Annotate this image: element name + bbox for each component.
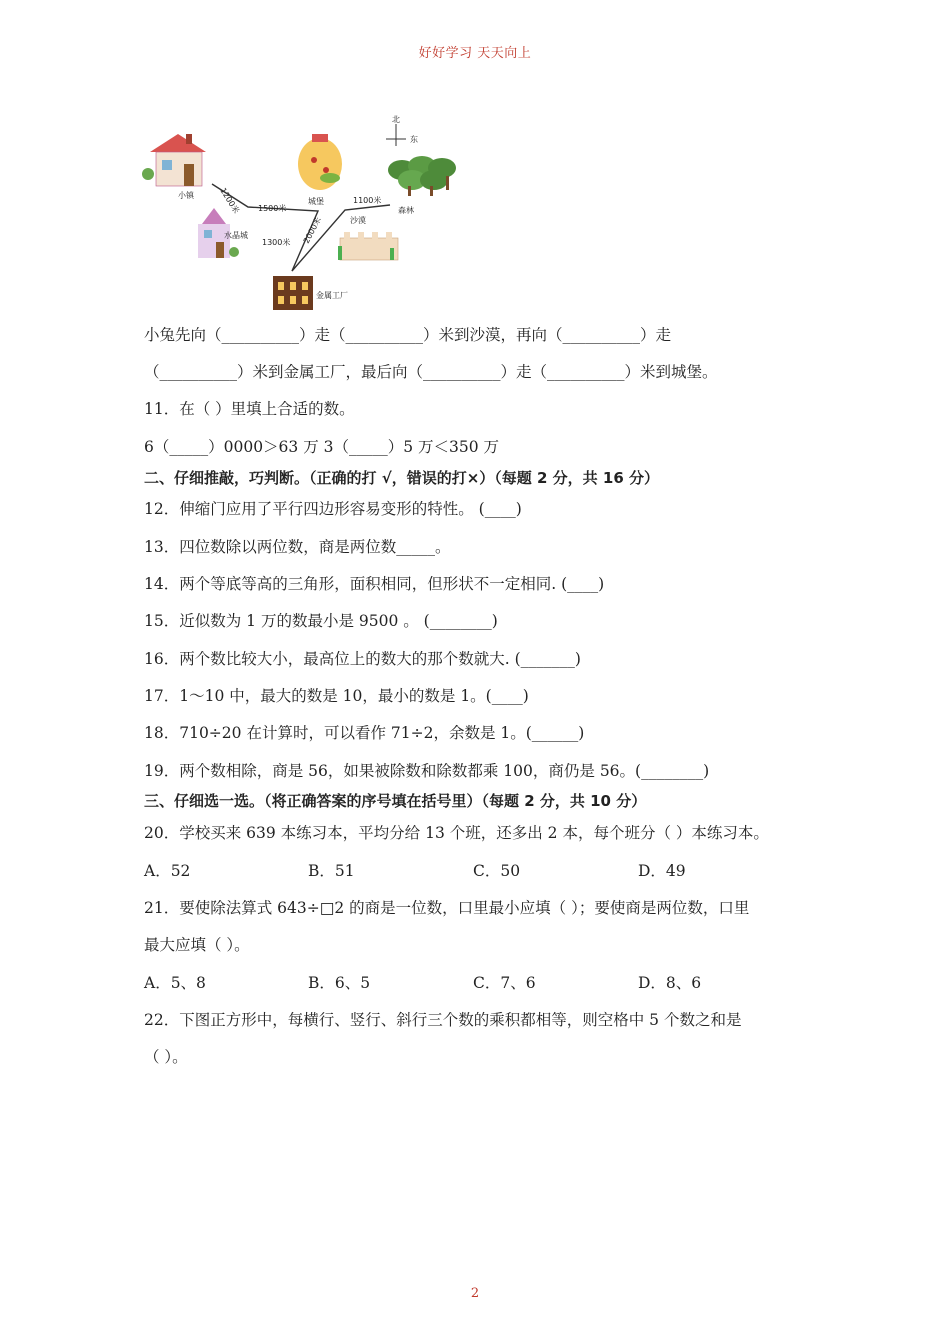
q17: 17．1～10 中，最大的数是 10，最小的数是 1。(____) xyxy=(144,687,529,705)
label-metal-factory: 金属工厂 xyxy=(316,291,348,300)
label-forest: 森林 xyxy=(398,206,414,215)
label-crystal-city: 水晶城 xyxy=(224,231,248,240)
route-map xyxy=(140,112,470,317)
q21-line-a: 21．要使除法算式 643÷□2 的商是一位数，口里最小应填（ ）；要使商是两位数，口里 xyxy=(144,899,750,917)
q10-line-a: 小兔先向（__________）走（__________）米到沙漠，再向（__________）走 xyxy=(144,326,672,344)
label-north: 北 xyxy=(392,115,400,124)
section-2-title: 二、仔细推敲，巧判断。（正确的打 √，错误的打×）（每题 2 分，共 16 分） xyxy=(144,469,659,487)
q11-prompt: 11．在（ ）里填上合适的数。 xyxy=(144,400,355,418)
metal-factory-icon xyxy=(273,276,313,310)
q13: 13．四位数除以两位数，商是两位数_____。 xyxy=(144,538,451,556)
page-number: 2 xyxy=(470,1286,480,1301)
q18: 18．710÷20 在计算时，可以看作 71÷2，余数是 1。(______) xyxy=(144,724,585,742)
q12: 12．伸缩门应用了平行四边形容易变形的特性。 (____) xyxy=(144,500,522,518)
q21-option-b: B．6、5 xyxy=(308,974,371,992)
distance-label: 1300米 xyxy=(262,238,291,247)
distance-label: 1500米 xyxy=(258,204,287,213)
q15: 15．近似数为 1 万的数最小是 9500 。 (________) xyxy=(144,612,498,630)
label-town: 小镇 xyxy=(178,191,194,200)
compass-icon xyxy=(386,124,406,146)
q20-option-d: D．49 xyxy=(638,862,686,880)
q21-line-b: 最大应填（ ）。 xyxy=(144,936,250,954)
q22-line-b: （ ）。 xyxy=(144,1048,188,1066)
q21-option-c: C．7、6 xyxy=(473,974,536,992)
section-3-title: 三、仔细选一选。（将正确答案的序号填在括号里）（每题 2 分，共 10 分） xyxy=(144,792,647,810)
distance-label: 1100米 xyxy=(353,196,382,205)
distance-label: 2000米 xyxy=(301,215,324,245)
castle-icon xyxy=(298,134,342,190)
town-house-icon xyxy=(142,134,206,186)
page-header: 好好学习 天天向上 xyxy=(418,46,532,61)
label-castle: 城堡 xyxy=(308,197,324,206)
label-desert: 沙漠 xyxy=(350,216,366,225)
q11-blanks: 6（_____）0000＞63 万 3（_____）5 万＜350 万 xyxy=(144,438,500,456)
q21-option-a: A．5、8 xyxy=(144,974,206,992)
label-east: 东 xyxy=(410,135,418,144)
q20-option-b: B．51 xyxy=(308,862,355,880)
q19: 19．两个数相除，商是 56，如果被除数和除数都乘 100，商仍是 56。(________) xyxy=(144,762,710,780)
q16: 16．两个数比较大小，最高位上的数大的那个数就大. (_______) xyxy=(144,650,581,668)
distance-label: 1200米 xyxy=(218,186,241,216)
q20-option-c: C．50 xyxy=(473,862,521,880)
q10-line-b: （__________）米到金属工厂，最后向（__________）走（__________）米到城堡。 xyxy=(144,363,718,381)
desert-icon xyxy=(338,232,398,260)
q20: 20．学校买来 639 本练习本，平均分给 13 个班，还多出 2 本，每个班分（ ）本练习本。 xyxy=(144,824,769,842)
forest-icon xyxy=(388,156,456,196)
q22-line-a: 22．下图正方形中，每横行、竖行、斜行三个数的乘积都相等，则空格中 5 个数之和是 xyxy=(144,1011,742,1029)
q20-option-a: A．52 xyxy=(144,862,191,880)
q14: 14．两个等底等高的三角形，面积相同，但形状不一定相同. (____) xyxy=(144,575,605,593)
q21-option-d: D．8、6 xyxy=(638,974,702,992)
